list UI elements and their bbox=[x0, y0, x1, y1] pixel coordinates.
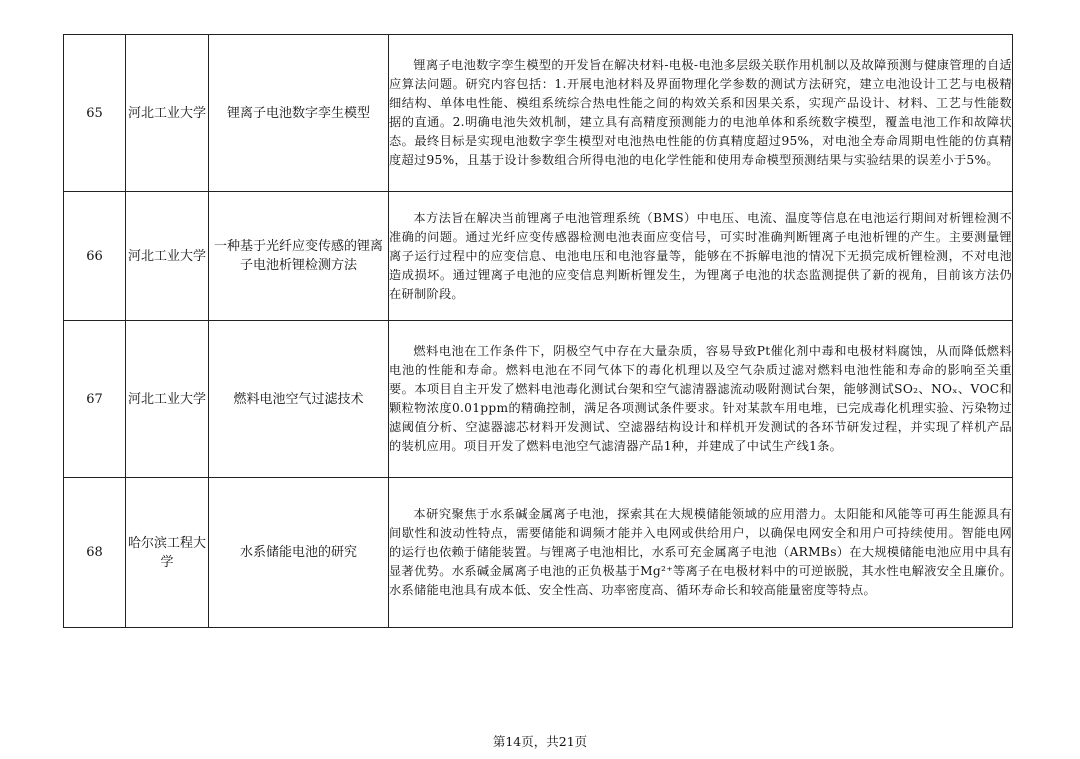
project-description: 锂离子电池数字孪生模型的开发旨在解决材料-电极-电池多层级关联作用机制以及故障预测与健康管理的自适应算法问题。研究内容包括：1.开展电池材料及界面物理化学参数的测试方法研究，建立电池设计工艺与电极精细结构、单体电性能、模组系统综合热电性能之间的构效关系和因果关系，实现产品设计、材料、工艺与性能数据的直通。2.明确电池失效机制，建立具有高精度预测能力的电池单体和系统数字模型，覆盖电池工作和故障状态。最终目标是实现电池数字孪生模型对电池热电性能的仿真精度超过95%，对电池全寿命周期电性能的仿真精度超过95%，且基于设计参数组合所得电池的电化学性能和使用寿命模型预测结果与实验结果的误差小于5%。 bbox=[389, 58, 1012, 167]
row-number: 68 bbox=[64, 478, 126, 628]
row-number: 66 bbox=[64, 192, 126, 321]
page-number-footer: 第14页，共21页 bbox=[492, 734, 588, 749]
table-row bbox=[64, 192, 1013, 321]
project-description: 本研究聚焦于水系碱金属离子电池，探索其在大规模储能领域的应用潜力。太阳能和风能等可再生能源具有间歇性和波动性特点，需要储能和调频才能并入电网或供给用户，以确保电网安全和用户可持续使用。智能电网的运行也依赖于储能装置。与锂离子电池相比，水系可充金属离子电池（ARMBs）在大规模储能电池应用中具有显著优势。水系碱金属离子电池的正负极基于Mg²⁺等离子在电极材料中的可逆嵌脱，其水性电解液安全且廉价。水系储能电池具有成本低、安全性高、功率密度高、循环寿命长和较高能量密度等特点。 bbox=[389, 507, 1012, 597]
project-name: 一种基于光纤应变传感的锂离子电池析锂检测方法 bbox=[209, 192, 389, 321]
project-description-cell bbox=[389, 321, 1013, 478]
table-row bbox=[64, 321, 1013, 478]
project-description-cell bbox=[389, 192, 1013, 321]
row-number: 65 bbox=[64, 35, 126, 192]
project-name: 燃料电池空气过滤技术 bbox=[209, 321, 389, 478]
table-row bbox=[64, 478, 1013, 628]
table-row bbox=[64, 35, 1013, 192]
project-description-cell bbox=[389, 35, 1013, 192]
row-number: 67 bbox=[64, 321, 126, 478]
project-name: 水系储能电池的研究 bbox=[209, 478, 389, 628]
project-table bbox=[63, 34, 1013, 628]
institution-name: 河北工业大学 bbox=[126, 35, 209, 192]
institution-name: 河北工业大学 bbox=[126, 192, 209, 321]
project-description: 本方法旨在解决当前锂离子电池管理系统（BMS）中电压、电流、温度等信息在电池运行期间对析锂检测不准确的问题。通过光纤应变传感器检测电池表面应变信号，可实时准确判断锂离子电池析锂的产生。主要测量锂离子运行过程中的应变信息、电池电压和电池容量等，能够在不拆解电池的情况下无损完成析锂检测，不对电池造成损坏。通过锂离子电池的应变信息判断析锂发生，为锂离子电池的状态监测提供了新的视角，目前该方法仍在研制阶段。 bbox=[389, 210, 1012, 301]
project-description-cell bbox=[389, 478, 1013, 628]
institution-name: 哈尔滨工程大学 bbox=[126, 478, 209, 628]
project-description: 燃料电池在工作条件下，阴极空气中存在大量杂质，容易导致Pt催化剂中毒和电极材料腐蚀，从而降低燃料电池的性能和寿命。燃料电池在不同气体下的毒化机理以及空气杂质过滤对燃料电池性能和寿命的影响至关重要。本项目自主开发了燃料电池毒化测试台架和空气滤清器滤流动吸附测试台架，能够测试SO₂、NOₓ、VOC和颗粒物浓度0.01ppm的精确控制，满足各项测试条件要求。针对某款车用电堆，已完成毒化机理实验、污染物过滤阈值分析、空滤器滤芯材料开发测试、空滤器结构设计和样机开发测试的各环节研发过程，并实现了样机产品的装机应用。项目开发了燃料电池空气滤清器产品1种，并建成了中试生产线1条。 bbox=[389, 344, 1012, 453]
project-name: 锂离子电池数字孪生模型 bbox=[209, 35, 389, 192]
institution-name: 河北工业大学 bbox=[126, 321, 209, 478]
